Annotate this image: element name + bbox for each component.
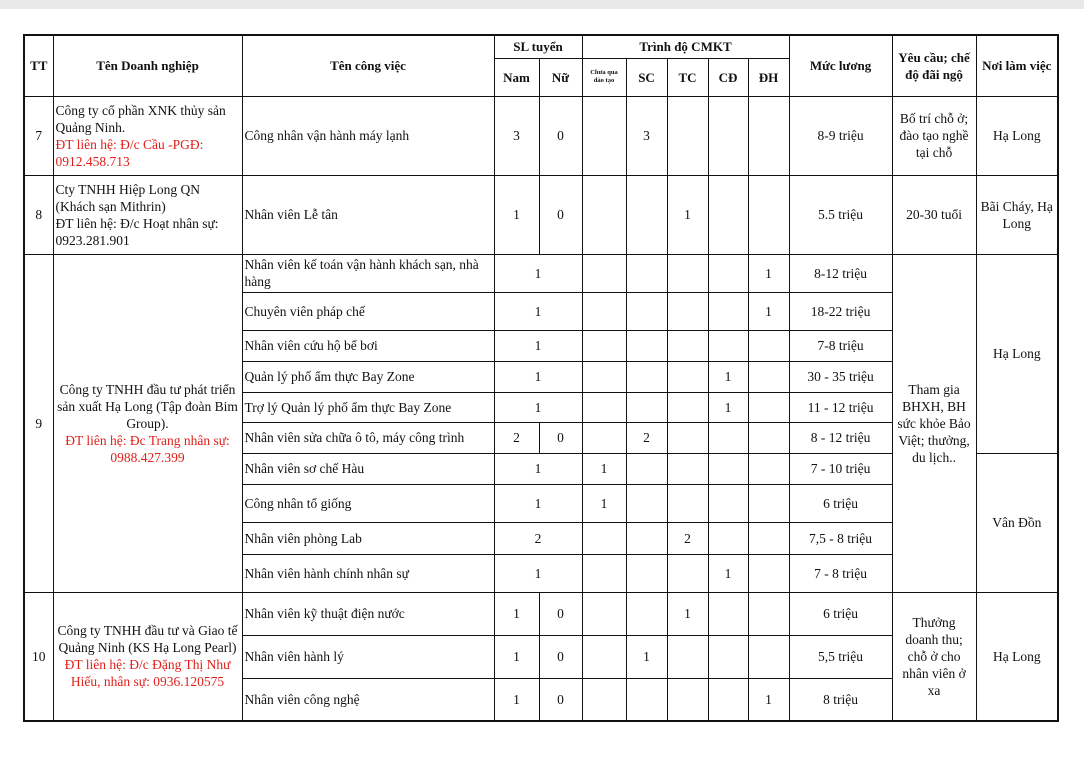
salary-cell: 7,5 - 8 triệu xyxy=(789,522,892,554)
sc-cell xyxy=(626,330,667,361)
cd-cell xyxy=(708,254,748,292)
tc-cell: 1 xyxy=(667,175,708,254)
nam-count: 2 xyxy=(494,422,539,453)
location-cell: Bãi Cháy, Hạ Long xyxy=(976,175,1058,254)
requirements-cell: 20-30 tuổi xyxy=(892,175,976,254)
nam-count: 1 xyxy=(494,592,539,635)
cqdt-cell xyxy=(582,292,626,330)
job-title: Nhân viên cứu hộ bể bơi xyxy=(242,330,494,361)
total-count: 1 xyxy=(494,554,582,592)
tc-cell xyxy=(667,330,708,361)
company-contact: ĐT liên hệ: Đ/c Đặng Thị Như Hiếu, nhân sự: 0936.120575 xyxy=(64,657,231,690)
cd-cell xyxy=(708,330,748,361)
cd-cell xyxy=(708,292,748,330)
tc-cell xyxy=(667,453,708,484)
job-title: Nhân viên phòng Lab xyxy=(242,522,494,554)
salary-cell: 5,5 triệu xyxy=(789,635,892,678)
company-cell xyxy=(53,175,242,254)
company-name: Công ty TNHH đầu tư phát triển sản xuất Hạ Long (Tập đoàn Bim Group). xyxy=(57,381,238,431)
cd-cell: 1 xyxy=(708,554,748,592)
tc-cell xyxy=(667,292,708,330)
cd-cell xyxy=(708,422,748,453)
dh-cell xyxy=(748,484,789,522)
salary-cell: 7 - 8 triệu xyxy=(789,554,892,592)
tc-cell xyxy=(667,96,708,175)
cd-cell xyxy=(708,635,748,678)
header-requirements: Yêu cầu; chế độ đãi ngộ xyxy=(892,35,976,96)
dh-cell xyxy=(748,96,789,175)
cd-cell xyxy=(708,522,748,554)
nam-count: 1 xyxy=(494,635,539,678)
table-row xyxy=(24,254,1058,292)
job-title: Nhân viên kế toán vận hành khách sạn, nhà hàng xyxy=(242,254,494,292)
table-row xyxy=(24,592,1058,635)
salary-cell: 11 - 12 triệu xyxy=(789,392,892,422)
job-title: Nhân viên hành lý xyxy=(242,635,494,678)
sc-cell: 2 xyxy=(626,422,667,453)
tc-cell xyxy=(667,678,708,721)
header-company: Tên Doanh nghiệp xyxy=(53,35,242,96)
cqdt-cell xyxy=(582,635,626,678)
cqdt-cell xyxy=(582,522,626,554)
requirements-cell: Thưởng doanh thu; chỗ ở cho nhân viên ở xa xyxy=(892,592,976,721)
cd-cell xyxy=(708,175,748,254)
salary-cell: 7 - 10 triệu xyxy=(789,453,892,484)
job-title: Nhân viên sửa chữa ô tô, máy công trình xyxy=(242,422,494,453)
dh-cell xyxy=(748,175,789,254)
dh-cell xyxy=(748,330,789,361)
cqdt-cell xyxy=(582,422,626,453)
salary-cell: 5.5 triệu xyxy=(789,175,892,254)
sc-cell: 1 xyxy=(626,635,667,678)
header-salary: Mức lương xyxy=(789,35,892,96)
table-row xyxy=(24,96,1058,175)
cd-cell xyxy=(708,96,748,175)
header-dh: ĐH xyxy=(748,58,789,96)
cqdt-cell xyxy=(582,96,626,175)
company-name: Công ty TNHH đầu tư và Giao tế Quảng Ninh (KS Hạ Long Pearl) xyxy=(57,623,238,656)
tc-cell xyxy=(667,554,708,592)
company-contact: ĐT liên hệ: Đ/c Hoạt nhân sự: 0923.281.901 xyxy=(55,215,219,248)
tc-cell xyxy=(667,484,708,522)
header-nam: Nam xyxy=(494,58,539,96)
job-title: Nhân viên sơ chế Hàu xyxy=(242,453,494,484)
salary-cell: 6 triệu xyxy=(789,592,892,635)
sc-cell xyxy=(626,361,667,392)
sc-cell xyxy=(626,522,667,554)
row-tt: 7 xyxy=(24,96,53,175)
location-cell: Hạ Long xyxy=(976,254,1058,453)
cqdt-cell xyxy=(582,330,626,361)
header-level-group: Trình độ CMKT xyxy=(582,35,789,58)
salary-cell: 8 triệu xyxy=(789,678,892,721)
cqdt-cell xyxy=(582,175,626,254)
cd-cell xyxy=(708,453,748,484)
cqdt-cell xyxy=(582,392,626,422)
company-name: Công ty cổ phần XNK thủy sản Quảng Ninh. xyxy=(55,102,226,135)
requirements-cell: Bố trí chỗ ở; đào tạo nghề tại chỗ xyxy=(892,96,976,175)
total-count: 1 xyxy=(494,484,582,522)
row-tt: 10 xyxy=(24,592,53,721)
cqdt-cell xyxy=(582,592,626,635)
cqdt-cell xyxy=(582,254,626,292)
dh-cell xyxy=(748,422,789,453)
sc-cell xyxy=(626,678,667,721)
job-title: Trợ lý Quản lý phố ẩm thực Bay Zone xyxy=(242,392,494,422)
sc-cell xyxy=(626,175,667,254)
table-row xyxy=(24,175,1058,254)
company-contact: ĐT liên hệ: Đ/c Cầu -PGĐ: 0912.458.713 xyxy=(55,136,204,169)
location-cell: Hạ Long xyxy=(976,96,1058,175)
recruitment-table xyxy=(23,34,1059,722)
dh-cell: 1 xyxy=(748,292,789,330)
nam-count: 1 xyxy=(494,175,539,254)
total-count: 1 xyxy=(494,254,582,292)
nu-count: 0 xyxy=(539,96,582,175)
job-title: Nhân viên Lễ tân xyxy=(242,175,494,254)
dh-cell: 1 xyxy=(748,254,789,292)
header-tc: TC xyxy=(667,58,708,96)
company-cell xyxy=(53,254,242,592)
tc-cell: 2 xyxy=(667,522,708,554)
dh-cell xyxy=(748,392,789,422)
dh-cell xyxy=(748,635,789,678)
salary-cell: 7-8 triệu xyxy=(789,330,892,361)
job-title: Nhân viên hành chính nhân sự xyxy=(242,554,494,592)
cqdt-cell xyxy=(582,554,626,592)
header-cd: CĐ xyxy=(708,58,748,96)
header-location: Nơi làm việc xyxy=(976,35,1058,96)
header-tt: TT xyxy=(24,35,53,96)
total-count: 2 xyxy=(494,522,582,554)
tc-cell xyxy=(667,392,708,422)
row-tt: 9 xyxy=(24,254,53,592)
nu-count: 0 xyxy=(539,592,582,635)
tc-cell xyxy=(667,422,708,453)
dh-cell xyxy=(748,522,789,554)
job-title: Công nhân vận hành máy lạnh xyxy=(242,96,494,175)
cd-cell: 1 xyxy=(708,361,748,392)
nu-count: 0 xyxy=(539,175,582,254)
nu-count: 0 xyxy=(539,635,582,678)
sc-cell xyxy=(626,592,667,635)
total-count: 1 xyxy=(494,292,582,330)
salary-cell: 8 - 12 triệu xyxy=(789,422,892,453)
company-cell xyxy=(53,592,242,721)
cqdt-cell xyxy=(582,361,626,392)
sc-cell xyxy=(626,392,667,422)
nu-count: 0 xyxy=(539,678,582,721)
cd-cell xyxy=(708,484,748,522)
total-count: 1 xyxy=(494,392,582,422)
total-count: 1 xyxy=(494,361,582,392)
requirements-cell: Tham gia BHXH, BH sức khỏe Bảo Việt; thưởng, du lịch.. xyxy=(892,254,976,592)
dh-cell xyxy=(748,592,789,635)
cd-cell xyxy=(708,678,748,721)
salary-cell: 8-12 triệu xyxy=(789,254,892,292)
tc-cell xyxy=(667,635,708,678)
dh-cell: 1 xyxy=(748,678,789,721)
cqdt-cell: 1 xyxy=(582,453,626,484)
nam-count: 3 xyxy=(494,96,539,175)
cd-cell: 1 xyxy=(708,392,748,422)
tc-cell xyxy=(667,254,708,292)
company-contact: ĐT liên hệ: Đc Trang nhân sự: 0988.427.399 xyxy=(65,432,230,465)
sc-cell: 3 xyxy=(626,96,667,175)
job-title: Chuyên viên pháp chế xyxy=(242,292,494,330)
header-sc: SC xyxy=(626,58,667,96)
total-count: 1 xyxy=(494,453,582,484)
sc-cell xyxy=(626,292,667,330)
dh-cell xyxy=(748,361,789,392)
nam-count: 1 xyxy=(494,678,539,721)
header-job: Tên công việc xyxy=(242,35,494,96)
location-cell: Vân Đồn xyxy=(976,453,1058,592)
job-title: Nhân viên kỹ thuật điện nước xyxy=(242,592,494,635)
total-count: 1 xyxy=(494,330,582,361)
sc-cell xyxy=(626,554,667,592)
header-chua-qua-dao-tao: Chưa qua đào tạo xyxy=(582,58,626,96)
job-title: Nhân viên công nghệ xyxy=(242,678,494,721)
salary-cell: 6 triệu xyxy=(789,484,892,522)
job-title: Quản lý phố ẩm thực Bay Zone xyxy=(242,361,494,392)
dh-cell xyxy=(748,453,789,484)
cd-cell xyxy=(708,592,748,635)
header-sl-group: SL tuyển xyxy=(494,35,582,58)
dh-cell xyxy=(748,554,789,592)
company-name: Cty TNHH Hiệp Long QN (Khách sạn Mithrin) xyxy=(55,181,200,214)
tc-cell: 1 xyxy=(667,592,708,635)
cqdt-cell: 1 xyxy=(582,484,626,522)
salary-cell: 18-22 triệu xyxy=(789,292,892,330)
sc-cell xyxy=(626,484,667,522)
row-tt: 8 xyxy=(24,175,53,254)
table-header xyxy=(24,35,1058,96)
header-nu: Nữ xyxy=(539,58,582,96)
location-cell: Hạ Long xyxy=(976,592,1058,721)
sc-cell xyxy=(626,453,667,484)
sc-cell xyxy=(626,254,667,292)
salary-cell: 8-9 triệu xyxy=(789,96,892,175)
salary-cell: 30 - 35 triệu xyxy=(789,361,892,392)
company-cell xyxy=(53,96,242,175)
top-bar xyxy=(0,0,1084,9)
nu-count: 0 xyxy=(539,422,582,453)
cqdt-cell xyxy=(582,678,626,721)
tc-cell xyxy=(667,361,708,392)
job-title: Công nhân tổ giống xyxy=(242,484,494,522)
